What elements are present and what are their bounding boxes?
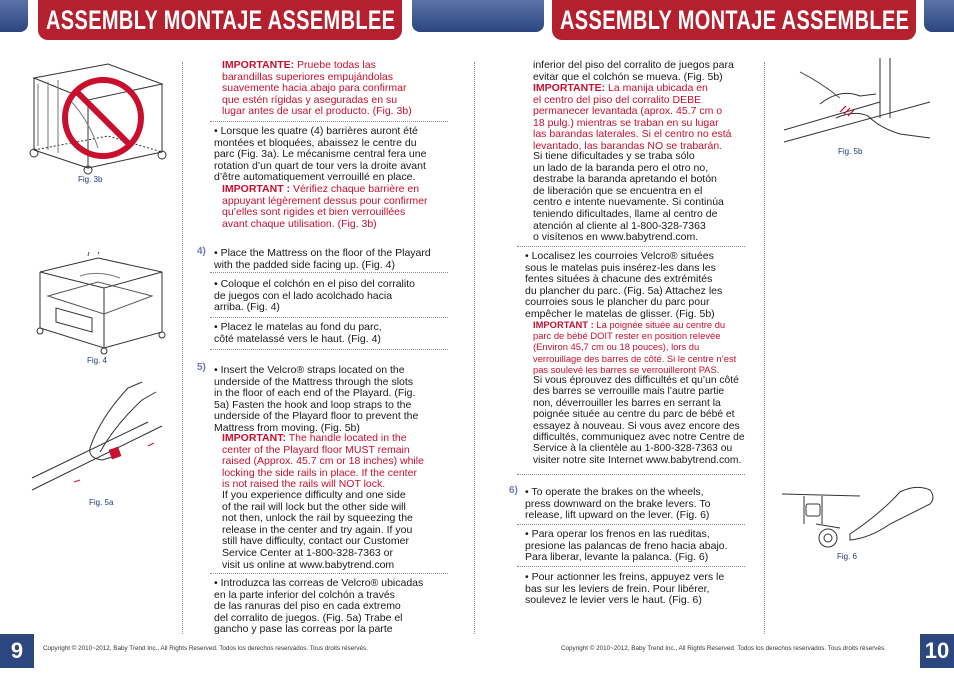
en-important-5-text: The handle located in the center of the Playard floor MUST remain raised (Approx. 45.7 cm or 18 inches) while locking the side rails in place. If the center is not raised the rails will NOT lock.	[222, 432, 424, 491]
es-step-5-text: • Introduzca las correas de Velcro® ubicadas en la parte inferior del colchón a través de las ranuras del piso en cada extremo del corralito de juegos. (Fig. 5a) Trabe el gancho y pase las correas por la parte	[214, 577, 424, 636]
center-divider	[474, 62, 475, 634]
step-4-number: 4)	[197, 246, 206, 257]
fig6-label: Fig. 6	[837, 552, 858, 561]
fr-step-6-text: • Pour actionner les freins, appuyez vers le bas sur les leviers de frein. Pour libérer, soulevez le levier vers le haut. (Fig. 6)	[525, 571, 725, 607]
es-step-6-text: • Para operar los frenos en las rueditas, presione las palancas de freno hacia abajo. Para liberar, levante la palanca. (Fig. 6)	[525, 528, 728, 564]
es-important-5-text-2: el centro del piso del corralito DEBE permanecer levantada (aprox. 45.7 cm o 18 pulg.) mientras se traban en su lugar las barandas laterales. Si el centro no está levantado, las barandas NO se trabarán.	[533, 93, 732, 152]
es-important-3b	[222, 60, 412, 118]
header-tab-right	[924, 0, 954, 32]
fr-important-5	[533, 319, 736, 375]
fr-important-3b	[222, 184, 427, 230]
fr-step-5-help: Si vous éprouvez des difficultés et qu’un côté des barres se verrouille mais l’autre partie non, déverrouiller les barres en serrant la poignée située au centre du parc de bébé et essayez à nouveau. Si vous avez encore des difficultés, communiquez avec notre Centre de Service à la clientèle au 1-800-328-7363 ou visiter notre site Internet www.babytrend.com.	[533, 375, 745, 466]
en-step-5-help: If you experience difficulty and one side of the rail will lock but the other side will not then, unlock the rail by squeezing the release in the center and try again. If you still have difficulty, contact our Customer Service Center at 1-800-328-7363 or visit us online at www.babytrend.com	[222, 489, 413, 571]
right-page-title	[552, 0, 916, 40]
fig5a-illustration	[30, 378, 170, 496]
fig6-illustration	[780, 484, 940, 554]
es-important-5-text-1: La manija ubicada en	[605, 82, 708, 94]
es-important-5	[533, 83, 731, 153]
fr-important-3b-text: Vérifiez chaque barrière en appuyant légèrement dessus pour confirmer qu’elles sont rigides et bien verrouillées avant chaque utilisation. (Fig. 3b)	[222, 183, 428, 230]
es-step-5-help: Si tiene dificultades y se traba sólo un lado de la baranda pero el otro no, destrabe la baranda apretando el botón de liberación que se encuentra en el centro e intente nuevamente. Si continúa teniendo dificultades, llame al centro de atención al cliente al 1-800-328-7363 o visítenos en www.babytrend.com.	[533, 150, 724, 244]
fr-step-3-text: • Lorsque les quatre (4) barrières auront été montées et bloquées, abaissez le centre du parc (Fig. 3a). Le mécanisme central fera une rotation d’un quart de tour vers la droite avant d’être automatiquement verrouillé en place.	[214, 125, 427, 184]
divider	[517, 524, 745, 525]
divider	[210, 573, 448, 574]
copyright-right: Copyright © 2010~2012, Baby Trend Inc., All Rights Reserved. Todos los derechos reservados. Tous droits réservés.	[561, 645, 886, 652]
divider	[210, 349, 448, 350]
left-page-title	[38, 0, 402, 40]
header-tab-left	[0, 0, 28, 32]
copyright-left: Copyright © 2010~2012, Baby Trend Inc., All Rights Reserved. Todos los derechos reservados. Tous droits réservés.	[43, 645, 368, 652]
fig4-illustration	[28, 252, 170, 356]
left-page-divider	[182, 62, 183, 634]
divider	[210, 317, 448, 318]
fig3b-label: Fig. 3b	[78, 175, 103, 184]
fig5a-label: Fig. 5a	[89, 498, 114, 507]
en-step-5-text: • Insert the Velcro® straps located on the underside of the Mattress through the slots in the floor of each end of the Playard. (Fig. 5a) Fasten the hook and loop straps to the underside of the Playard floor to prevent the Mattress from moving. (Fig. 5b)	[214, 364, 419, 434]
en-step-4-text: • Place the Mattress on the floor of the Playard with the padded side facing up. (Fig. 4)	[214, 247, 431, 271]
step-6-number: 6)	[509, 485, 518, 496]
fig5b-label: Fig. 5b	[838, 147, 863, 156]
page-number-left: 9	[0, 634, 34, 668]
fr-important-3b-label: IMPORTANT :	[222, 183, 291, 195]
es-step-4-text: • Coloque el colchón en el piso del corralito de juegos con el lado acolchado hacia arriba. (Fig. 4)	[214, 278, 415, 314]
divider	[517, 566, 745, 567]
fr-step-5-text: • Localisez les courroies Velcro® situées sous le matelas puis insérez-les dans les fentes situées à chacune des extrémités du plancher du parc. (Fig. 5a) Attachez les courroies sous le plancher du parc pour empêcher le matelas de glisser. (Fig. 5b)	[525, 250, 723, 320]
left-title-text: ASSEMBLY MONTAJE ASSEMBLEE	[46, 5, 396, 35]
divider	[210, 121, 448, 122]
fig3b-illustration	[28, 58, 168, 176]
divider	[210, 272, 448, 273]
divider	[517, 474, 745, 475]
step-5-number: 5)	[197, 362, 206, 373]
es-important-3b-text: Pruebe todas las barandillas superiores empujándolas suavemente hacia abajo para confirmar que estén rígidas y aseguradas en su lugar antes de usar el producto. (Fig. 3b)	[222, 59, 412, 118]
fig5b-illustration	[780, 58, 940, 146]
fr-important-5-text: La poignée située au centre du parc de bébé DOIT rester en position relevée (Environ 45,7 cm ou 18 pouces), lors du verrouillage des barres de côté. Si le centre n’est pas soulevé les barres se verrouilleront PAS.	[533, 319, 737, 375]
fr-step-4-text: • Placez le matelas au fond du parc, côté matelassé vers le haut. (Fig. 4)	[214, 321, 382, 345]
divider	[517, 246, 745, 247]
en-step-6-text: • To operate the brakes on the wheels, press downward on the brake levers. To release, lift upward on the lever. (Fig. 6)	[525, 486, 711, 522]
right-page-divider	[764, 62, 765, 634]
fr-important-5-label: IMPORTANT :	[533, 319, 594, 330]
page-number-right: 10	[920, 634, 954, 668]
fig4-label: Fig. 4	[87, 356, 108, 365]
header-tab-mid-left	[412, 0, 544, 32]
en-important-5	[222, 433, 424, 491]
es-important-3b-label: IMPORTANTE:	[222, 59, 295, 71]
right-title-text: ASSEMBLY MONTAJE ASSEMBLEE	[560, 5, 910, 35]
es-step-5-continued: inferior del piso del corralito de juegos para evitar que el colchón se mueva. (Fig. 5b)	[533, 59, 734, 83]
en-important-5-label: IMPORTANT:	[222, 432, 286, 444]
es-important-5-label: IMPORTANTE:	[533, 82, 606, 94]
